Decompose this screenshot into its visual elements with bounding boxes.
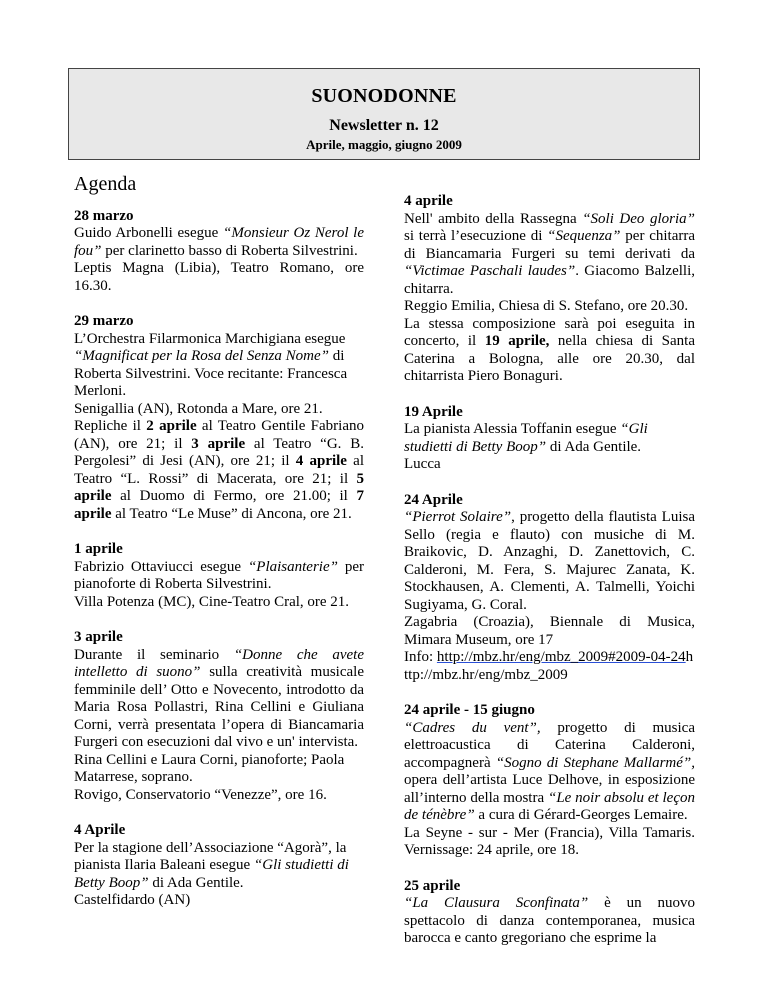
event-date: 25 aprile	[404, 877, 461, 894]
event-venue: Reggio Emilia, Chiesa di S. Stefano, ore 20.30.	[404, 298, 689, 314]
event-description: Durante il seminario “Donne che avete intelletto di suono” sulla creatività musicale femminile dell’ Otto e Novecento, introdotto da Maria Rosa Pollastri, Rina Cellini e Giuliana Corni, verrà presentata l’opera di Biancamaria Furgeri con esecuzioni dal vivo e un' intervista.	[74, 646, 364, 750]
event-4-aprile-castelfidardo	[74, 822, 364, 910]
event-venue: La Seyne - sur - Mer (Francia), Villa Tamaris. Vernissage: 24 aprile, ore 18.	[404, 824, 695, 858]
event-description: “Pierrot Solaire”, progetto della flautista Luisa Sello (regia e flauto) con musiche di M. Braikovic, D. Anzaghi, D. Zanettovich, C. Calderoni, M. Fera, S. Majurec Zanata, K. Stockhausen, A. Clementi, A. Talmelli, Yoichi Sugiyama, G. Coral.	[404, 509, 696, 613]
event-date: 1 aprile	[74, 541, 123, 557]
event-replicas: Repliche il 2 aprile al Teatro Gentile Fabriano (AN), ore 21; il 3 aprile al Teatro “G. B. Pergolesi” di Jesi (AN), ore 21; il 4 aprile al Teatro “L. Rossi” di Macerata, ore 21; il 5 aprile al Duomo di Fermo, ore 21.00; il 7 aprile al Teatro “Le Muse” di Ancona, ore 21.	[74, 418, 364, 522]
event-28-marzo	[74, 208, 364, 296]
event-description: L’Orchestra Filarmonica Marchigiana esegue “Magnificat per la Rosa del Senza Nome” di Roberta Silvestrini. Voce recitante: Francesca Merloni.	[74, 330, 348, 399]
event-performers: Rina Cellini e Laura Corni, pianoforte; Paola Matarrese, soprano.	[74, 751, 345, 785]
left-column	[74, 170, 364, 928]
event-3-aprile	[74, 629, 364, 804]
newsletter-title: SUONODONNE	[311, 85, 457, 107]
event-description: La pianista Alessia Toffanin esegue “Gli studietti di Betty Boop” di Ada Gentile.	[404, 421, 648, 455]
event-24-aprile	[404, 492, 695, 685]
newsletter-header	[68, 68, 700, 160]
event-date: 29 marzo	[74, 313, 134, 329]
event-description: Per la stagione dell’Associazione “Agorà”, la pianista Ilaria Baleani esegue “Gli studietti di Betty Boop” di Ada Gentile.	[74, 839, 349, 891]
event-date: 4 aprile	[404, 193, 453, 209]
event-date: 24 aprile - 15 giugno	[404, 702, 535, 718]
event-date: 19 Aprile	[404, 403, 463, 420]
event-date: 28 marzo	[74, 207, 134, 224]
event-24-aprile-15-giugno	[404, 702, 695, 860]
event-venue: Castelfidardo (AN)	[74, 892, 191, 908]
event-venue: Lucca	[404, 456, 441, 472]
event-description: Nell' ambito della Rassegna “Soli Deo gloria” si terrà l’esecuzione di “Sequenza” per chitarra di Biancamaria Furgeri su temi derivati da “Victimae Paschali laudes”. Giacomo Balzelli, chitarra.	[404, 210, 695, 297]
event-description: “Cadres du vent”, progetto di musica elettroacustica di Caterina Calderoni, accompagnerà “Sogno di Stephane Mallarmé”, opera dell’artista Luce Delhove, in esposizione all’interno della mostra “Le noir absolu et leçon de ténèbre” a cura di Gérard-Georges Lemaire.	[404, 719, 696, 823]
event-19-aprile	[404, 404, 695, 474]
event-date: 4 Aprile	[74, 822, 126, 838]
event-description: “La Clausura Sconfinata” è un nuovo spettacolo di danza contemporanea, musica barocca e canto gregoriano che esprime la	[404, 895, 695, 946]
newsletter-number: Newsletter n. 12	[329, 117, 439, 134]
info-link[interactable]: http://mbz.hr/eng/mbz_2009#2009-04-24	[436, 649, 686, 665]
event-info: Info: http://mbz.hr/eng/mbz_2009#2009-04-24http://mbz.hr/eng/mbz_2009	[404, 649, 694, 683]
event-venue: Villa Potenza (MC), Cine-Teatro Cral, ore 21.	[74, 593, 350, 610]
event-followup: La stessa composizione sarà poi eseguita in concerto, il 19 aprile, nella chiesa di Santa Caterina a Bologna, alle ore 20.30, dal chitarrista Piero Bonaguri.	[404, 315, 695, 384]
event-4-aprile-reggio	[404, 193, 695, 386]
event-date: 3 aprile	[74, 629, 123, 645]
event-date: 24 Aprile	[404, 491, 463, 508]
event-1-aprile	[74, 541, 364, 611]
event-description: Fabrizio Ottaviucci esegue “Plaisanterie” per pianoforte di Roberta Silvestrini.	[74, 558, 364, 592]
event-25-aprile	[404, 878, 695, 948]
newsletter-period: Aprile, maggio, giugno 2009	[306, 137, 462, 152]
event-description: Guido Arbonelli esegue “Monsieur Oz Nerol le fou” per clarinetto basso di Roberta Silvestrini.	[74, 225, 364, 259]
event-29-marzo	[74, 313, 364, 523]
event-venue: Senigallia (AN), Rotonda a Mare, ore 21.	[74, 400, 323, 417]
event-venue: Rovigo, Conservatorio “Venezze”, ore 16.	[74, 786, 327, 803]
right-column	[404, 193, 695, 966]
event-venue: Zagabria (Croazia), Biennale di Musica, Mimara Museum, ore 17	[404, 614, 695, 648]
agenda-heading: Agenda	[74, 173, 137, 195]
event-venue: Leptis Magna (Libia), Teatro Romano, ore 16.30.	[74, 260, 364, 294]
